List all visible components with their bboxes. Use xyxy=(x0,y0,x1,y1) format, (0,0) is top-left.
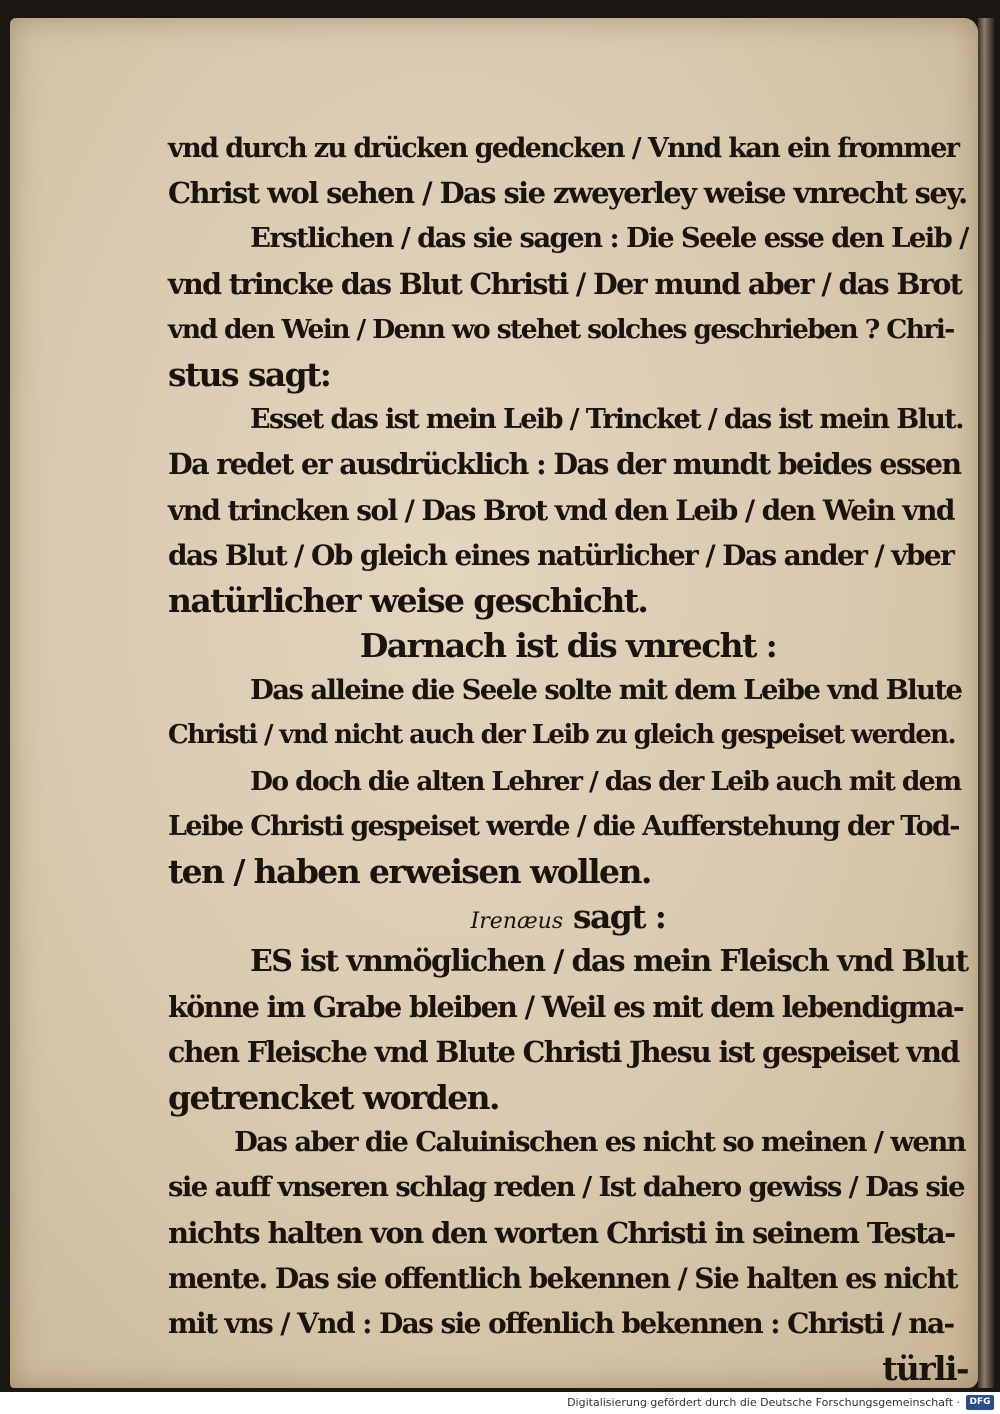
text-line: Das aber die Caluinischen es nicht so meinen / wenn xyxy=(234,1126,966,1159)
footer-credit: Digitalisierung gefördert durch die Deutsche Forschungsgemeinschaft · xyxy=(567,1396,960,1409)
text-line: Christi / vnd nicht auch der Leib zu gleich gespeiset werden. xyxy=(168,720,955,751)
text-line: getrencket worden. xyxy=(168,1077,499,1117)
text-line: vnd trincken sol / Das Brot vnd den Leib / den Wein vnd xyxy=(168,493,954,527)
text-line: vnd den Wein / Denn wo stehet solches geschrieben ? Chri- xyxy=(168,313,954,345)
quote-attribution xyxy=(168,894,968,939)
text-line: ten / haben erweisen wollen. xyxy=(168,852,651,891)
text-line: Do doch die alten Lehrer / das der Leib auch mit dem xyxy=(250,765,961,797)
attribution-verb: sagt : xyxy=(573,897,666,937)
text-line: sie auff vnseren schlag reden / Ist dahero gewiss / Das sie xyxy=(168,1171,965,1204)
text-line: ES ist vnmöglichen / das mein Fleisch vnd Blut xyxy=(250,944,968,980)
section-heading: Darnach ist dis vnrecht : xyxy=(359,626,777,666)
text-line: Leibe Christi gespeiset werde / die Aufferstehung der Tod- xyxy=(168,810,959,842)
text-line: natürlicher weise geschicht. xyxy=(168,580,648,620)
text-line: mit vns / Vnd : Das sie offenlich bekennen : Christi / na- xyxy=(168,1306,954,1340)
text-line: vnd trincke das Blut Christi / Der mund aber / das Brot xyxy=(168,266,962,301)
text-line: Da redet er ausdrücklich : Das der mundt beides essen xyxy=(168,447,961,482)
text-line: mente. Das sie offentlich bekennen / Sie halten es nicht xyxy=(168,1261,957,1295)
text-line: Christ wol sehen / Das sie zweyerley weise vnrecht sey. xyxy=(168,176,967,211)
book-edge xyxy=(978,18,994,1388)
text-line: stus sagt: xyxy=(168,354,331,394)
dfg-logo: DFG xyxy=(966,1395,994,1410)
page-text xyxy=(168,126,968,1391)
text-line: Erstlichen / das sie sagen : Die Seele esse den Leib / xyxy=(250,222,968,255)
text-line: vnd durch zu drücken gedencken / Vnnd kan ein frommer xyxy=(168,133,959,164)
text-line: das Blut / Ob gleich eines natürlicher / Das ander / vber xyxy=(168,538,954,572)
text-line: Esset das ist mein Leib / Trincket / das ist mein Blut. xyxy=(250,404,963,436)
text-line: nichts halten von den worten Christi in seinem Testa- xyxy=(168,1215,955,1250)
text-line: könne im Grabe bleiben / Weil es mit dem lebendigma- xyxy=(168,989,964,1024)
catchword: türli- xyxy=(882,1349,968,1389)
author-name: Irenæus xyxy=(470,909,564,935)
text-line: chen Fleische vnd Blute Christi Jhesu ist gespeiset vnd xyxy=(168,1034,959,1069)
footer xyxy=(0,1392,1000,1414)
text-line: Das alleine die Seele solte mit dem Leibe vnd Blute xyxy=(250,674,962,707)
